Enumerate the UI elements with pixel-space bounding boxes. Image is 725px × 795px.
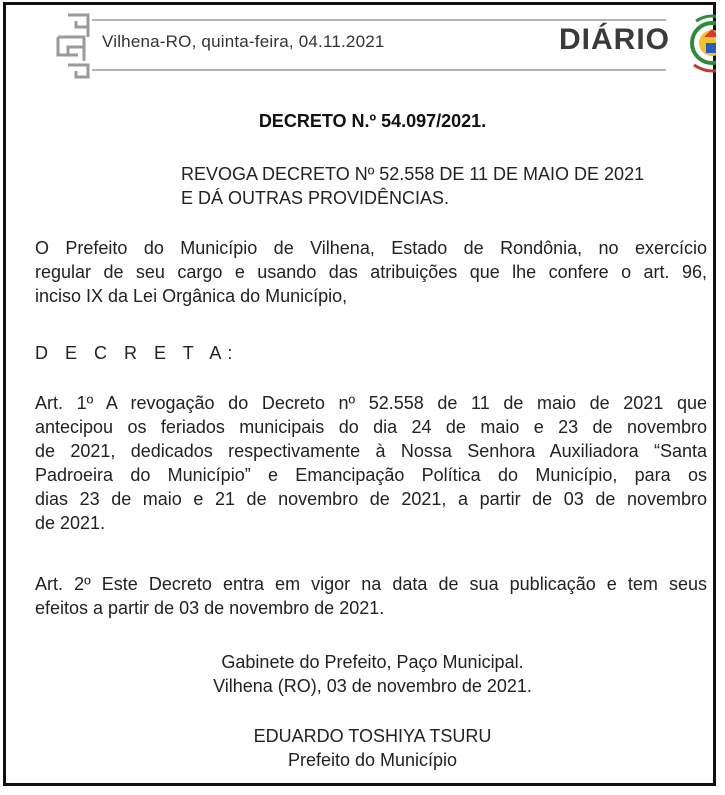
signatory-title: Prefeito do Município [287,750,458,770]
decreta-heading: D E C R E T A: [35,343,239,363]
article-1-line: Padroeira do Município” e Emancipação Política do Município, para os [35,465,707,485]
preamble-line: inciso IX da Lei Orgânica do Município, [35,286,348,306]
article-2-paragraph [35,572,707,620]
article-1-line: de 2021, dedicados respectivamente à Nossa Senhora Auxiliadora “Santa [35,441,707,461]
article-2-line: efeitos a partir de 03 de novembro de 2021. [35,598,385,618]
place-line: Gabinete do Prefeito, Paço Municipal. [221,652,524,672]
signatory-name: EDUARDO TOSHIYA TSURU [253,726,492,746]
article-1-line: antecipou os feriados municipais do dia 24 de maio e 23 de novembro [35,417,707,437]
preamble-line: O Prefeito do Município de Vilhena, Estado de Rondônia, no exercício [35,238,707,258]
gazette-title: DIÁRIO [559,23,670,56]
preamble-line: regular de seu cargo e usando das atribuições que lhe confere o art. 96, [35,262,707,282]
document-page [3,2,716,786]
summary-line: E DÁ OUTRAS PROVIDÊNCIAS. [181,188,450,208]
date-line: Vilhena (RO), 03 de novembro de 2021. [213,676,532,696]
preamble-paragraph [35,236,707,308]
greek-key-ornament-icon [54,11,94,81]
article-1-line: de 2021. [35,513,106,533]
decree-title: DECRETO N.º 54.097/2021. [258,111,487,131]
article-1-paragraph [35,391,707,535]
gazette-header [6,5,713,87]
place-and-date [6,650,725,698]
signature-block [6,724,725,772]
article-1-line: Art. 1º A revogação do Decreto nº 52.558 de 11 de maio de 2021 que [35,393,707,413]
municipal-coat-of-arms-icon [686,7,716,81]
summary-line: REVOGA DECRETO Nº 52.558 DE 11 DE MAIO DE 2021 [181,164,645,184]
article-1-line: dias 23 de maio e 21 de novembro de 2021, a partir de 03 de novembro [35,489,707,509]
decree-summary [181,162,644,210]
article-2-line: Art. 2º Este Decreto entra em vigor na data de sua publicação e tem seus [35,574,707,594]
publication-date: Vilhena-RO, quinta-feira, 04.11.2021 [102,32,385,51]
